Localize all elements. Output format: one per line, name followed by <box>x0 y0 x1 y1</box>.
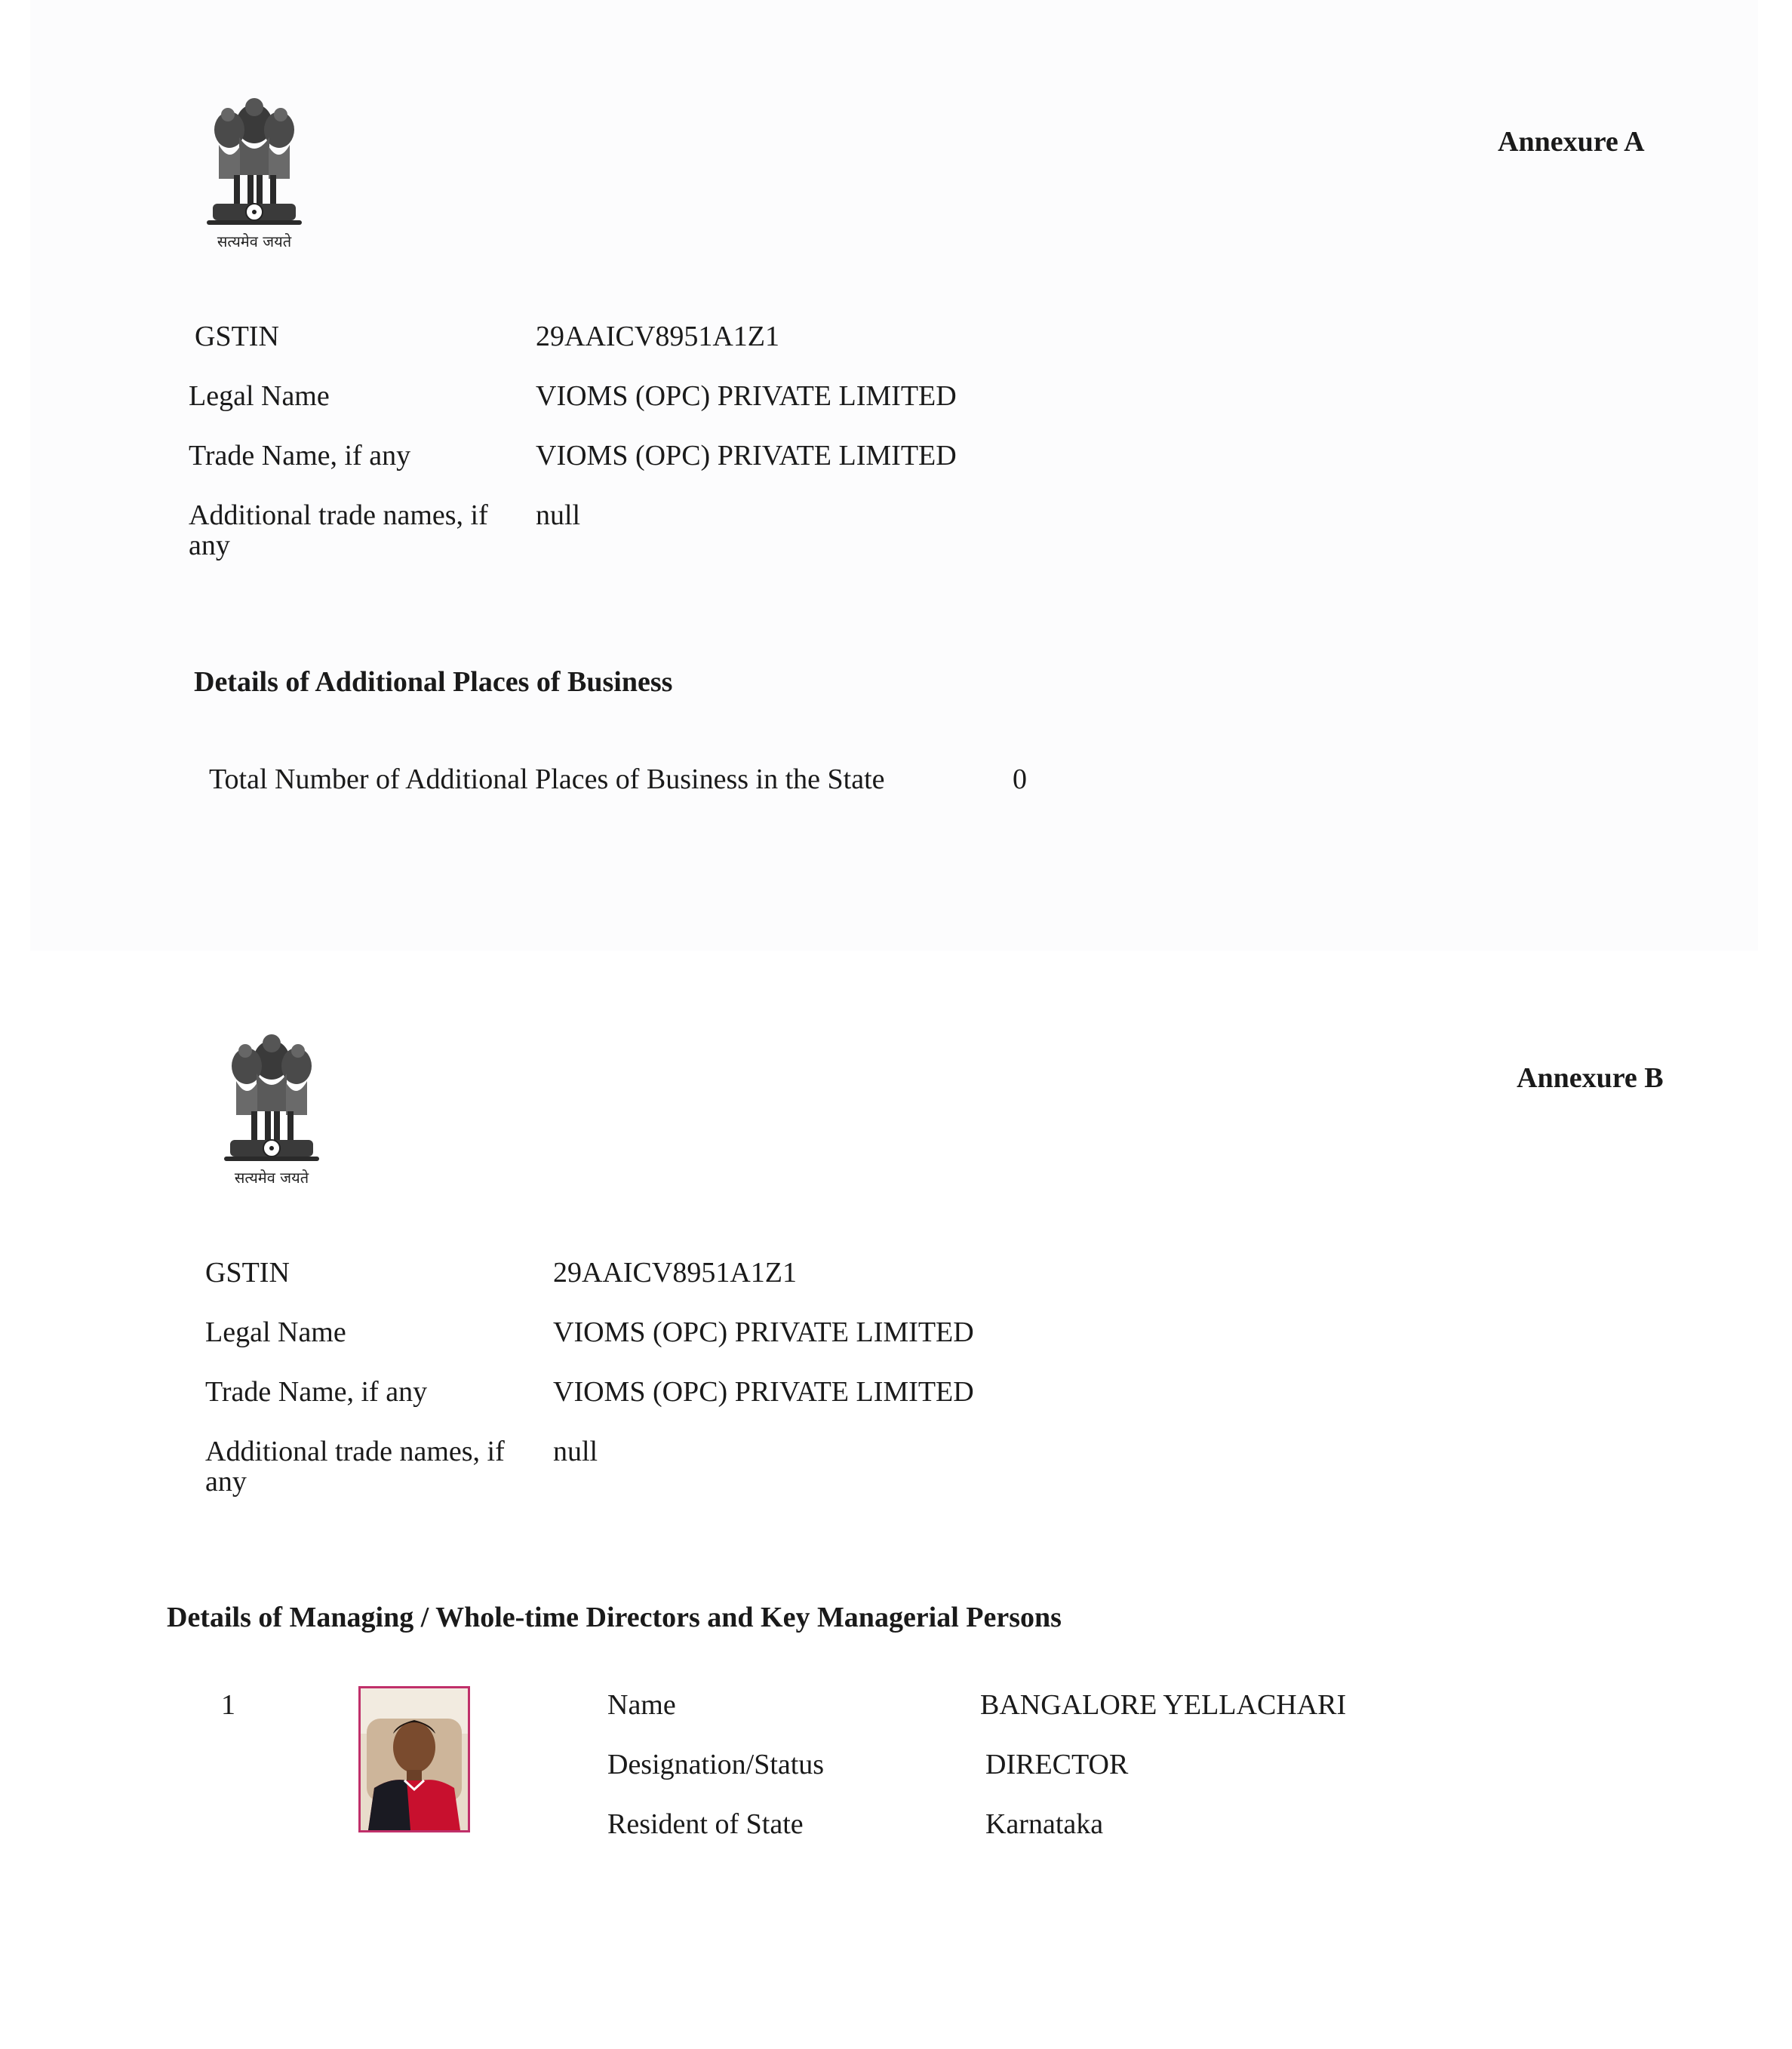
person-designation-label: Designation/Status <box>607 1749 825 1780</box>
additional-trade-names-label-cont: any <box>189 530 230 561</box>
person-photo <box>358 1686 470 1832</box>
person-designation-value: DIRECTOR <box>985 1749 1129 1780</box>
annexure-a-heading: Annexure A <box>1498 126 1645 158</box>
person-name-label: Name <box>607 1689 676 1721</box>
gstin-value: 29AAICV8951A1Z1 <box>536 321 779 352</box>
svg-text:सत्यमेव जयते: सत्यमेव जयते <box>217 232 292 250</box>
legal-name-label: Legal Name <box>189 380 330 412</box>
svg-text:सत्यमेव जयते: सत्यमेव जयते <box>234 1169 309 1187</box>
trade-name-label: Trade Name, if any <box>189 440 411 472</box>
legal-name-value: VIOMS (OPC) PRIVATE LIMITED <box>553 1316 974 1348</box>
national-emblem-icon <box>198 92 311 254</box>
gstin-label: GSTIN <box>205 1257 290 1289</box>
total-places-label: Total Number of Additional Places of Business in the State <box>209 763 885 795</box>
person-resident-label: Resident of State <box>607 1808 804 1840</box>
person-index: 1 <box>221 1689 235 1721</box>
section-title-additional-places: Details of Additional Places of Business <box>194 666 673 698</box>
section-title-directors: Details of Managing / Whole-time Directors and Key Managerial Persons <box>167 1602 1062 1633</box>
trade-name-value: VIOMS (OPC) PRIVATE LIMITED <box>536 440 957 472</box>
annexure-b-heading: Annexure B <box>1517 1062 1664 1094</box>
legal-name-label: Legal Name <box>205 1316 346 1348</box>
person-name-value: BANGALORE YELLACHARI <box>980 1689 1347 1721</box>
total-places-value: 0 <box>1013 763 1027 795</box>
additional-trade-names-value: null <box>536 499 581 531</box>
trade-name-value: VIOMS (OPC) PRIVATE LIMITED <box>553 1376 974 1408</box>
gstin-label: GSTIN <box>195 321 279 352</box>
national-emblem-icon <box>215 1028 328 1190</box>
additional-trade-names-value: null <box>553 1436 598 1467</box>
person-resident-value: Karnataka <box>985 1808 1104 1840</box>
additional-trade-names-label: Additional trade names, if <box>189 499 488 531</box>
trade-name-label: Trade Name, if any <box>205 1376 428 1408</box>
gstin-value: 29AAICV8951A1Z1 <box>553 1257 797 1289</box>
legal-name-value: VIOMS (OPC) PRIVATE LIMITED <box>536 380 957 412</box>
additional-trade-names-label: Additional trade names, if <box>205 1436 505 1467</box>
additional-trade-names-label-cont: any <box>205 1466 247 1498</box>
